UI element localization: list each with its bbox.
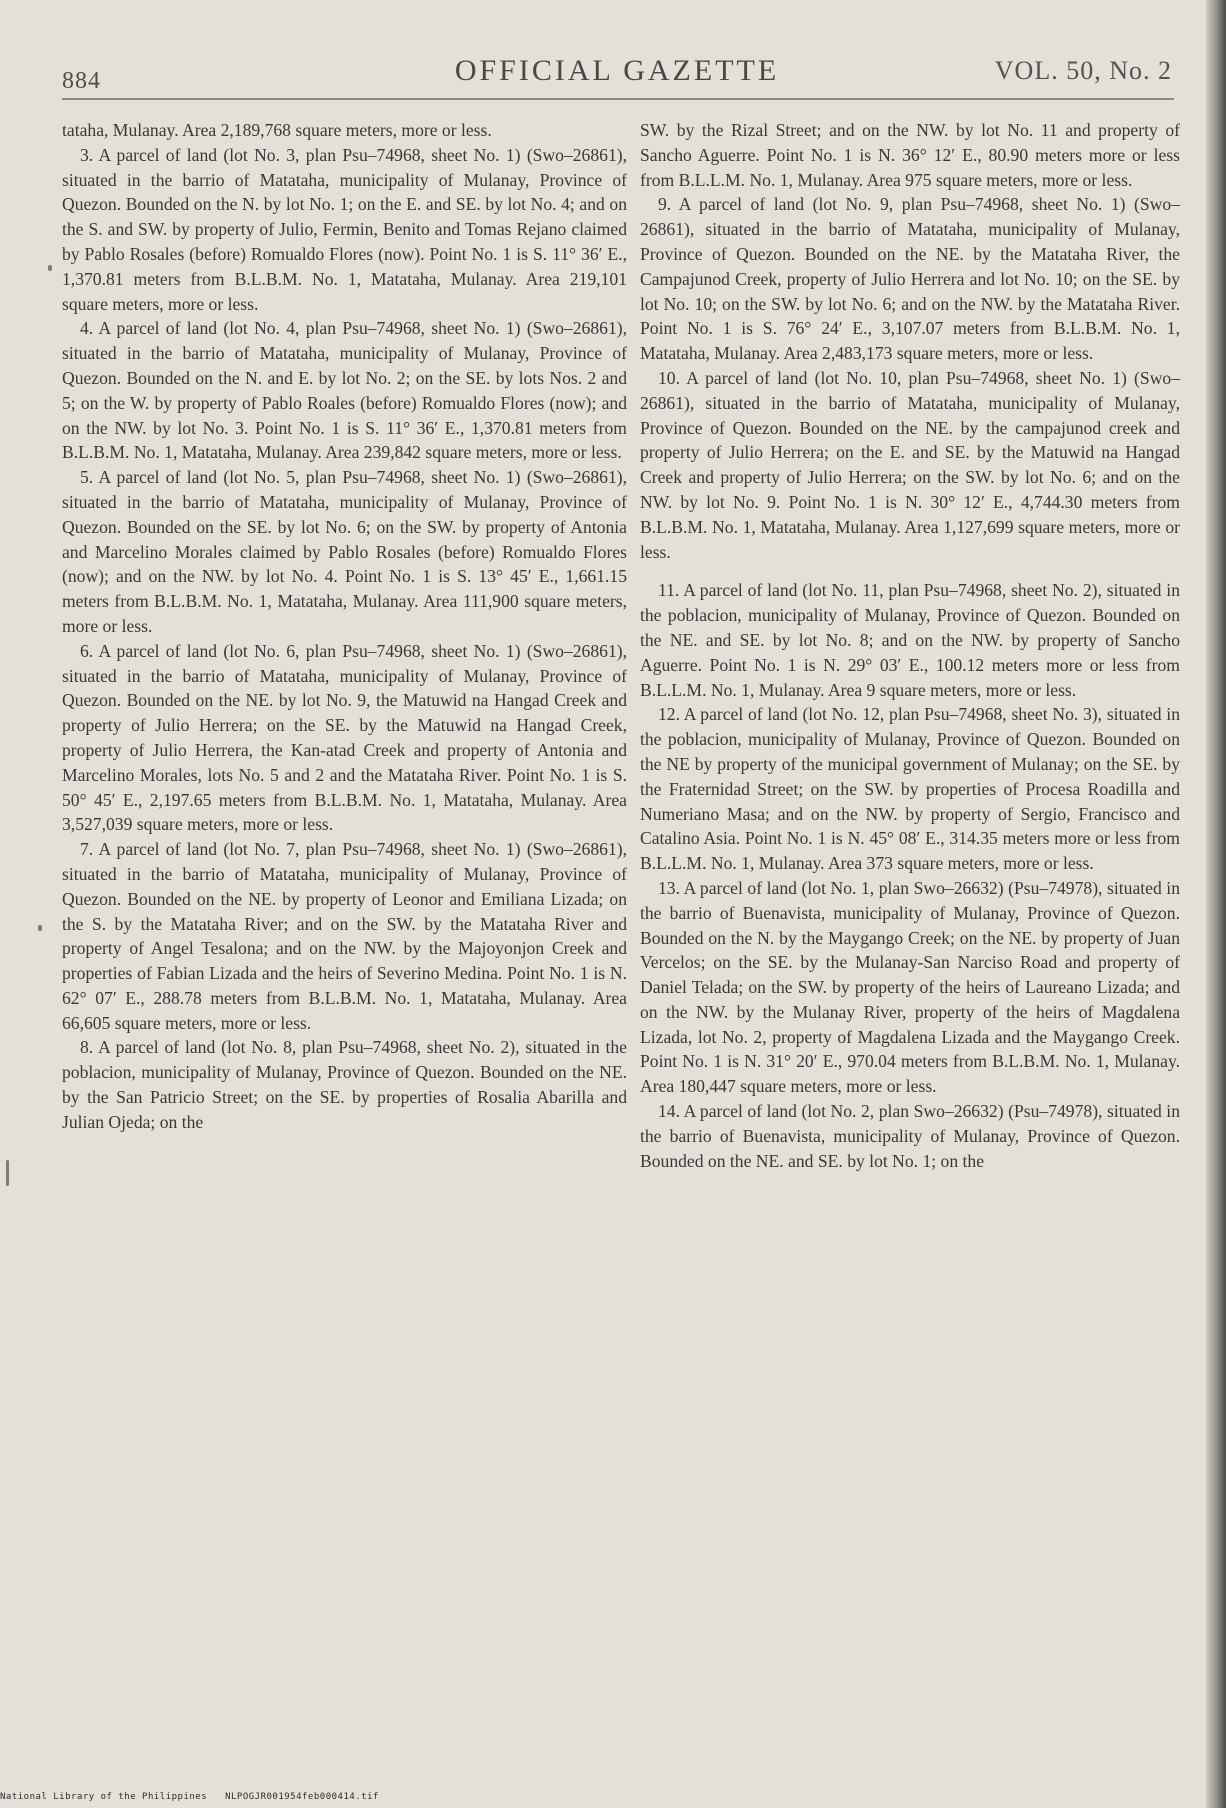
scan-mark [6, 1160, 9, 1186]
paragraph-lot-14: 14. A parcel of land (lot No. 2, plan Swo–26632) (Psu–74978), situated in the barrio of Buenavista, municipality of Mulanay, Province of Quezon. Bounded on the NE. and SE. by lot No. 1; on the [640, 1101, 1180, 1171]
left-column [62, 118, 627, 1135]
scan-footer [0, 1792, 391, 1802]
scan-speck [38, 925, 42, 931]
paragraph-lot-5: 5. A parcel of land (lot No. 5, plan Psu–74968, sheet No. 1) (Swo–26861), situated in the barrio of Matataha, municipality of Mulanay, Province of Quezon. Bounded on the SE. by lot No. 6; on the SW. by property of Antonia and Marcelino Morales claimed by Pablo Rosales (before) Romualdo Flores (now); and on the NW. by lot No. 4. Point No. 1 is S. 13° 45′ E., 1,661.15 meters from B.L.B.M. No. 1, Matataha, Mulanay. Area 111,900 square meters, more or less. [62, 467, 627, 636]
paragraph-continuation: tataha, Mulanay. Area 2,189,768 square meters, more or less. [62, 120, 492, 140]
footer-library: National Library of the Philippines [0, 1792, 208, 1802]
volume-number: VOL. 50, No. 2 [994, 56, 1172, 85]
paragraph-lot-10: 10. A parcel of land (lot No. 10, plan Psu–74968, sheet No. 1) (Swo–26861), situated in the barrio of Matataha, municipality of Mulanay, Province of Quezon. Bounded on the NE. by the campajunod creek and property of Julio Herrera; on the E. and SE. by the Matuwid na Hangad Creek and property of Julio Herrera; on the SW. by lot No. 6; and on the NW. by lot No. 9. Point No. 1 is N. 30° 12′ E., 4,744.30 meters from B.L.B.M. No. 1, Matataha, Mulanay. Area 1,127,699 square meters, more or less. [640, 367, 1180, 562]
paragraph-lot-12: 12. A parcel of land (lot No. 12, plan Psu–74968, sheet No. 3), situated in the poblacion, municipality of Mulanay, Province of Quezon. Bounded on the NE by property of the municipal government of Mulanay; on the SE. by the Fraternidad Street; on the SW. by properties of Procesa Roadilla and Numeriano Masa; and on the NW. by property of Sergio, Francisco and Catalino Asia. Point No. 1 is N. 45° 08′ E., 314.35 meters more or less from B.L.L.M. No. 1, Mulanay. Area 373 square meters, more or less. [640, 704, 1180, 874]
page-spine-shadow [1206, 0, 1226, 1808]
paragraph-lot-7: 7. A parcel of land (lot No. 7, plan Psu–74968, sheet No. 1) (Swo–26861), situated in the barrio of Matataha, municipality of Mulanay, Province of Quezon. Bounded on the NE. by property of Leonor and Emiliana Lizada; on the S. by the Matataha River; and on the SW. by the Matataha River and property of Angel Tesalona; and on the NW. by the Majoyonjon Creek and properties of Fabian Lizada and the heirs of Severino Medina. Point No. 1 is N. 62° 07′ E., 288.78 meters from B.L.B.M. No. 1, Matataha, Mulanay. Area 66,605 square meters, more or less. [62, 839, 627, 1033]
paragraph-lot-11: 11. A parcel of land (lot No. 11, plan Psu–74968, sheet No. 2), situated in the poblacion, municipality of Mulanay, Province of Quezon. Bounded on the NE. and SE. by lot No. 8; and on the NW. by property of Sancho Aguerre. Point No. 1 is N. 29° 03′ E., 100.12 meters more or less from B.L.L.M. No. 1, Mulanay. Area 9 square meters, more or less. [640, 580, 1180, 700]
page-header [62, 48, 1172, 98]
footer-filename: NLPOGJR001954feb000414.tif [225, 1792, 379, 1802]
right-column [640, 118, 1180, 1173]
header-rule [62, 98, 1174, 100]
paragraph-lot-3: 3. A parcel of land (lot No. 3, plan Psu–74968, sheet No. 1) (Swo–26861), situated in the barrio of Matataha, municipality of Mulanay, Province of Quezon. Bounded on the N. by lot No. 1; on the E. and SE. by lot No. 4; and on the S. and SW. by property of Julio, Fermin, Benito and Tomas Rejano claimed by Pablo Rosales (before) Romualdo Flores (now). Point No. 1 is S. 11° 36′ E., 1,370.81 meters from B.L.B.M. No. 1, Matataha, Mulanay. Area 219,101 square meters, more or less. [62, 144, 627, 314]
page-number: 884 [62, 68, 101, 94]
scan-speck [48, 265, 52, 271]
paragraph-lot-8-continued: SW. by the Rizal Street; and on the NW. by lot No. 11 and property of Sancho Aguerre. Point No. 1 is N. 36° 12′ E., 80.90 meters more or less from B.L.L.M. No. 1, Mulanay. Area 975 square meters, more or less. [640, 120, 1180, 190]
paragraph-lot-4: 4. A parcel of land (lot No. 4, plan Psu–74968, sheet No. 1) (Swo–26861), situated in the barrio of Matataha, municipality of Mulanay, Province of Quezon. Bounded on the N. and E. by lot No. 2; on the SE. by lots Nos. 2 and 5; on the W. by property of Pablo Roales (before) Romualdo Flores (now); and on the NW. by lot No. 3. Point No. 1 is S. 11° 36′ E., 1,370.81 meters from B.L.B.M. No. 1, Matataha, Mulanay. Area 239,842 square meters, more or less. [62, 318, 627, 463]
paragraph-lot-6: 6. A parcel of land (lot No. 6, plan Psu–74968, sheet No. 1) (Swo–26861), situated in the barrio of Matataha, municipality of Mulanay, Province of Quezon. Bounded on the NE. by lot No. 9, the Matuwid na Hangad Creek and property of Julio Herrera; on the SE. by the Matuwid na Hangad Creek, property of Julio Herrera, the Kan-atad Creek and property of Antonia and Marcelino Morales, lots No. 5 and 2 and the Matataha River. Point No. 1 is S. 50° 45′ E., 2,197.65 meters from B.L.B.M. No. 1, Matataha, Mulanay. Area 3,527,039 square meters, more or less. [62, 640, 627, 835]
paragraph-lot-9: 9. A parcel of land (lot No. 9, plan Psu–74968, sheet No. 1) (Swo–26861), situated in the barrio of Matataha, municipality of Mulanay, Province of Quezon. Bounded on the NE. by the Matataha River, the Campajunod Creek, property of Julio Herrera and lot No. 10; on the SE. by lot No. 10; on the SW. by lot No. 6; and on the NW. by the Matataha River. Point No. 1 is S. 76° 24′ E., 3,107.07 meters from B.L.B.M. No. 1, Matataha, Mulanay. Area 2,483,173 square meters, more or less. [640, 194, 1180, 364]
publication-title: OFFICIAL GAZETTE [454, 54, 780, 87]
paragraph-lot-8: 8. A parcel of land (lot No. 8, plan Psu–74968, sheet No. 2), situated in the poblacion, municipality of Mulanay, Province of Quezon. Bounded on the NE. by the San Patricio Street; on the SE. by properties of Rosalia Abarilla and Julian Ojeda; on the [62, 1037, 627, 1132]
paragraph-lot-13: 13. A parcel of land (lot No. 1, plan Swo–26632) (Psu–74978), situated in the barrio of Buenavista, municipality of Mulanay, Province of Quezon. Bounded on the N. by the Maygango Creek; on the NE. by property of Juan Vercelos; on the SE. by the Mulanay-San Narciso Road and property of Daniel Telada; on the SW. by property of the heirs of Laureano Lizada; and on the NW. by the Mulanay River, property of the heirs of Magdalena Lizada, lot No. 2, property of Magdalena Lizada and the Maygango Creek. Point No. 1 is N. 31° 20′ E., 970.04 meters from B.L.B.M. No. 1, Mulanay. Area 180,447 square meters, more or less. [640, 877, 1180, 1097]
